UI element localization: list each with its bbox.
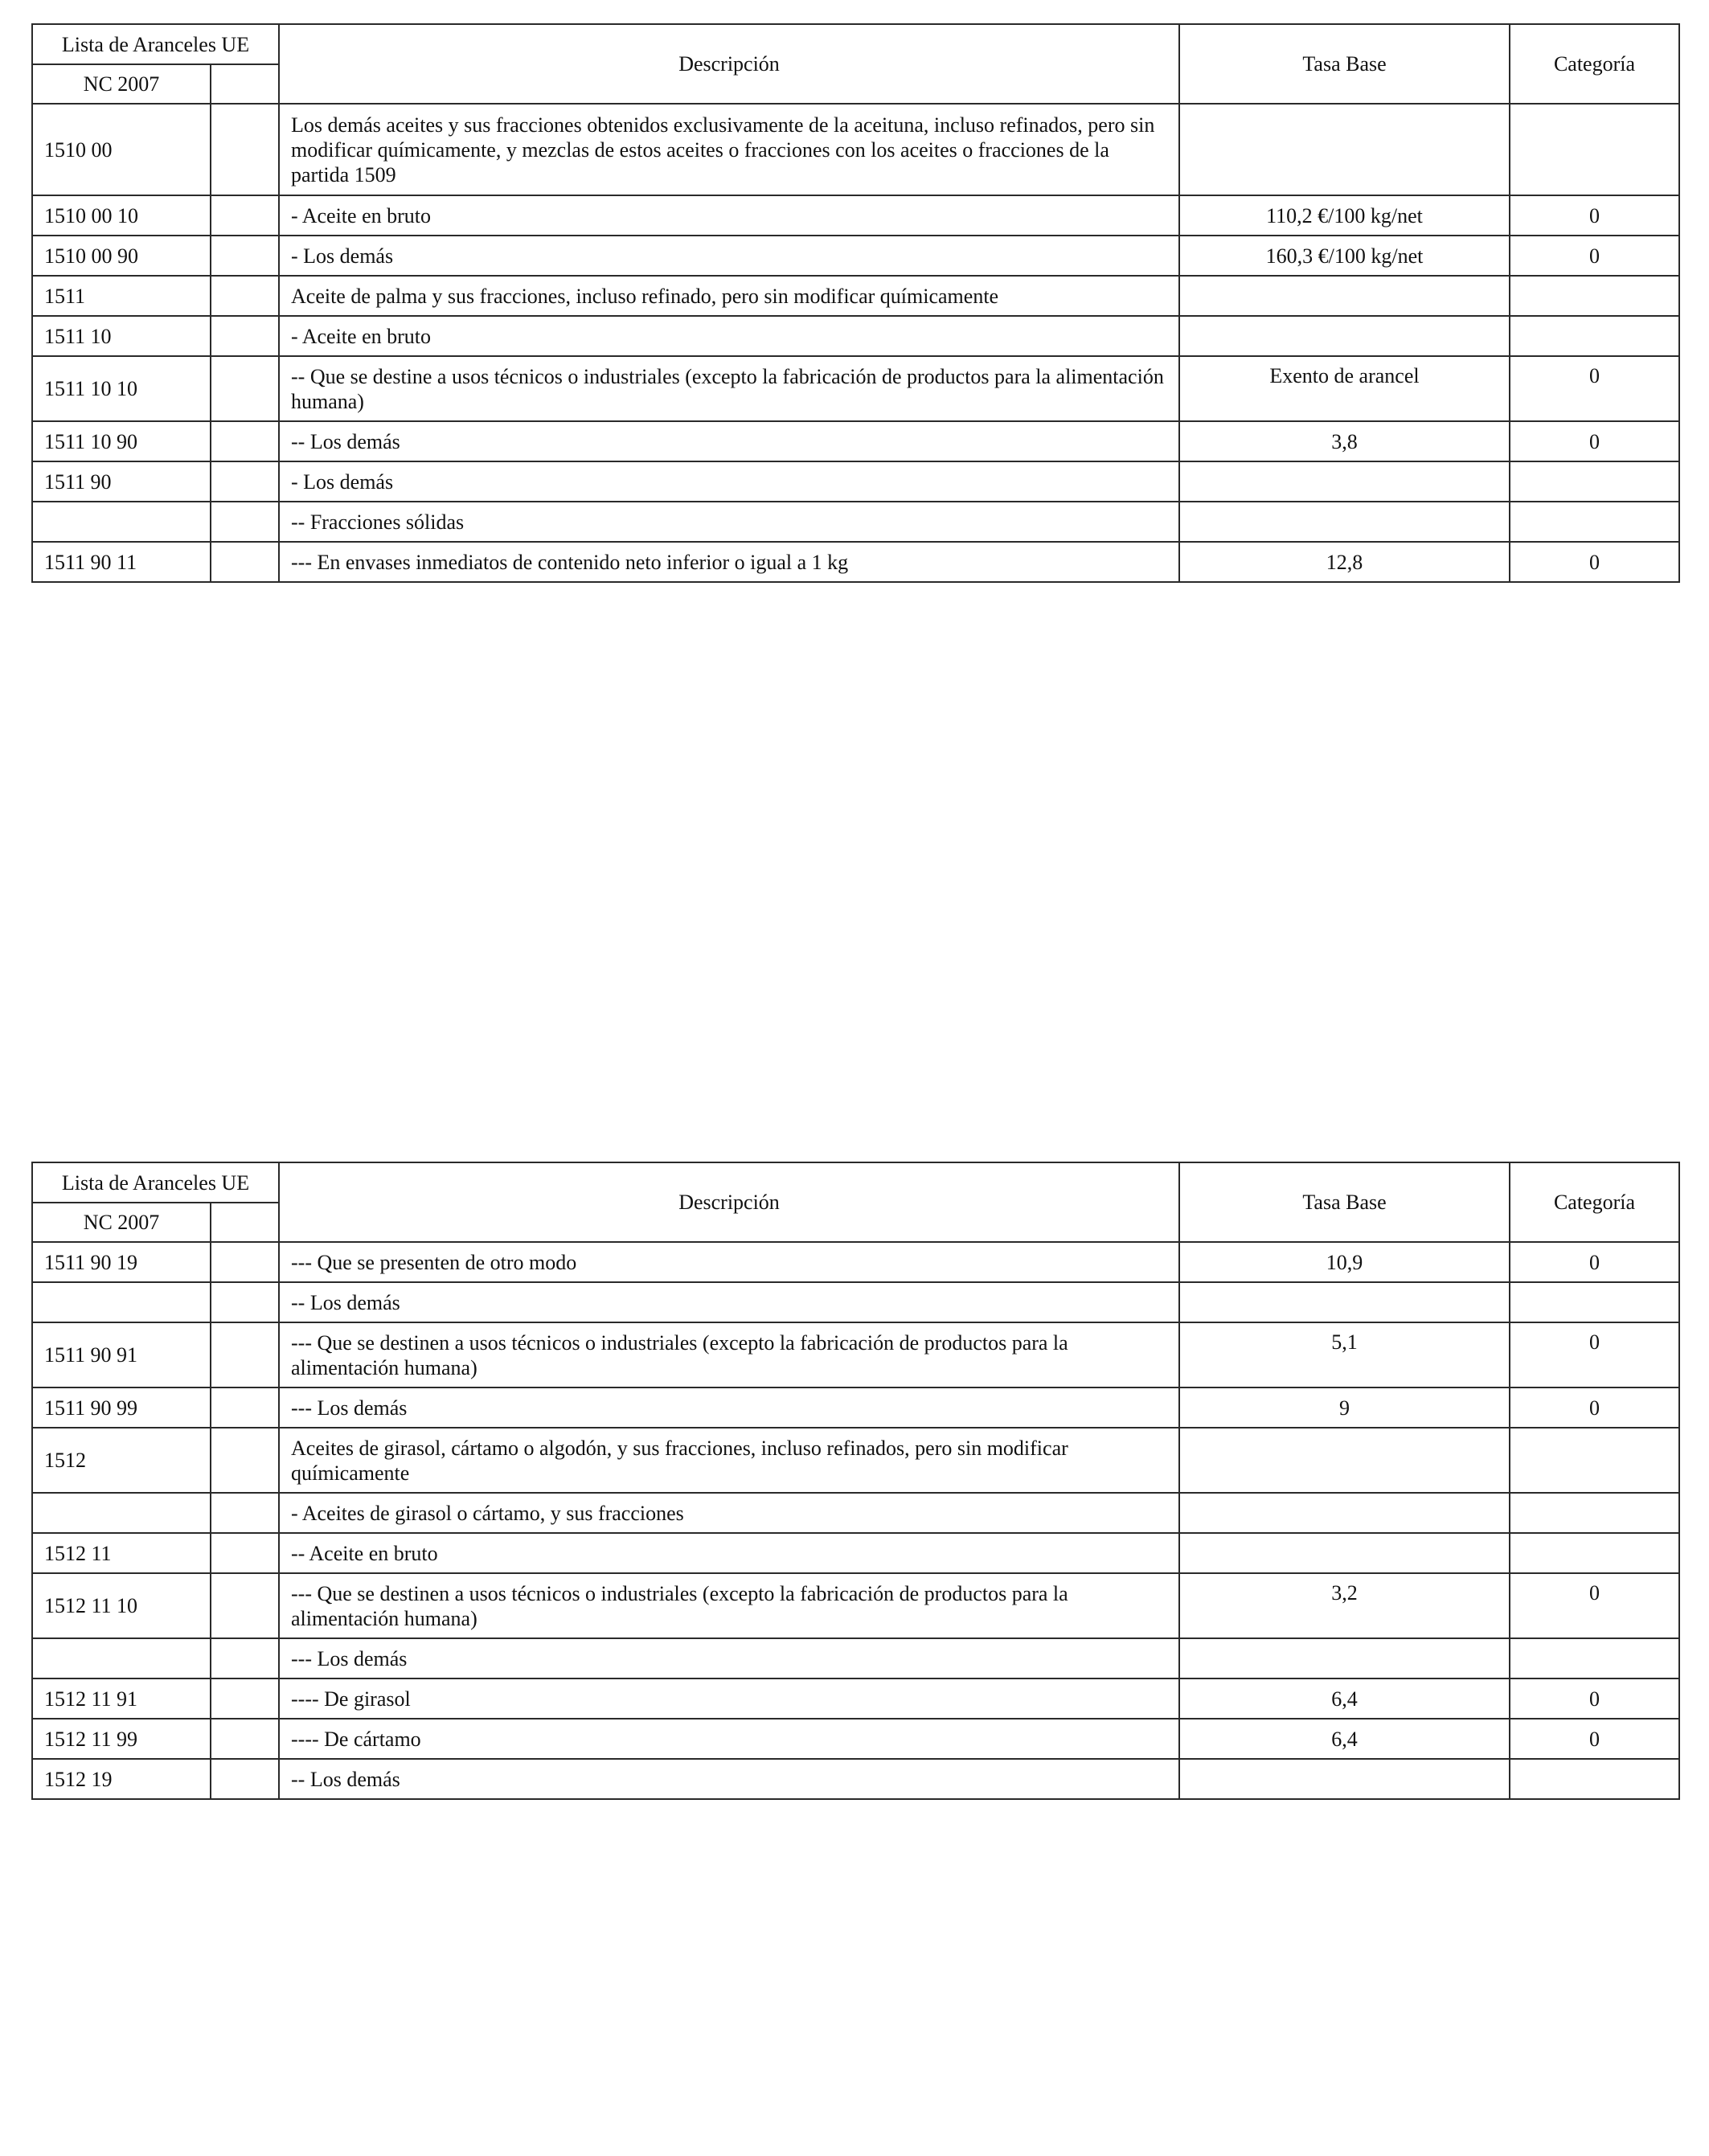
base-rate-header: Tasa Base (1179, 24, 1510, 104)
category (1510, 1282, 1679, 1322)
base-rate (1179, 276, 1510, 316)
sub-cell (211, 276, 279, 316)
description: - Los demás (279, 461, 1179, 502)
nc-code: 1512 (32, 1428, 211, 1493)
category (1510, 1759, 1679, 1799)
category: 0 (1510, 236, 1679, 276)
sub-cell (211, 1242, 279, 1282)
table-row (32, 502, 1679, 542)
nc-code: 1512 11 (32, 1533, 211, 1573)
description: -- Los demás (279, 421, 1179, 461)
nc-code: 1511 10 10 (32, 356, 211, 421)
description-header: Descripción (279, 24, 1179, 104)
nc-code: 1511 10 (32, 316, 211, 356)
table-row (32, 421, 1679, 461)
base-rate (1179, 1428, 1510, 1493)
description: Los demás aceites y sus fracciones obtenidos exclusivamente de la aceituna, incluso refinados, pero sin modificar químicamente, y mezclas de estos aceites o fracciones con los aceites o fracciones de la partida 1509 (279, 104, 1179, 195)
nc-code: 1511 10 90 (32, 421, 211, 461)
sub-cell (211, 316, 279, 356)
nc-code: 1511 90 (32, 461, 211, 502)
sub-cell (211, 104, 279, 195)
base-rate (1179, 502, 1510, 542)
nc-code (32, 502, 211, 542)
description: -- Que se destine a usos técnicos o industriales (excepto la fabricación de productos para la alimentación humana) (279, 356, 1179, 421)
sub-cell (211, 1387, 279, 1428)
sub-cell (211, 1282, 279, 1322)
sub-cell (211, 1678, 279, 1719)
category-header: Categoría (1510, 1162, 1679, 1242)
category: 0 (1510, 421, 1679, 461)
nc-code: 1512 11 99 (32, 1719, 211, 1759)
sub-cell (211, 1428, 279, 1493)
sub-cell (211, 461, 279, 502)
nc-code: 1510 00 10 (32, 195, 211, 236)
table-row (32, 1573, 1679, 1638)
list-header: Lista de Aranceles UE (32, 24, 279, 64)
nc-code: 1511 90 99 (32, 1387, 211, 1428)
base-rate: 110,2 €/100 kg/net (1179, 195, 1510, 236)
category: 0 (1510, 1322, 1679, 1387)
blank-subheader (211, 64, 279, 104)
sub-cell (211, 502, 279, 542)
nc-header: NC 2007 (32, 64, 211, 104)
table-row (32, 461, 1679, 502)
description: -- Los demás (279, 1282, 1179, 1322)
table-row (32, 1322, 1679, 1387)
description: --- Que se destinen a usos técnicos o industriales (excepto la fabricación de productos para la alimentación humana) (279, 1322, 1179, 1387)
table-row (32, 1678, 1679, 1719)
header-row (32, 1162, 1679, 1203)
description: - Aceites de girasol o cártamo, y sus fracciones (279, 1493, 1179, 1533)
base-rate: 9 (1179, 1387, 1510, 1428)
description: - Aceite en bruto (279, 316, 1179, 356)
header-row (32, 24, 1679, 64)
sub-cell (211, 542, 279, 582)
base-rate (1179, 1282, 1510, 1322)
sub-cell (211, 1573, 279, 1638)
category (1510, 1428, 1679, 1493)
description: -- Aceite en bruto (279, 1533, 1179, 1573)
base-rate (1179, 461, 1510, 502)
description: --- Que se destinen a usos técnicos o industriales (excepto la fabricación de productos para la alimentación humana) (279, 1573, 1179, 1638)
base-rate: Exento de arancel (1179, 356, 1510, 421)
nc-code: 1510 00 90 (32, 236, 211, 276)
base-rate: 5,1 (1179, 1322, 1510, 1387)
nc-code: 1510 00 (32, 104, 211, 195)
base-rate: 160,3 €/100 kg/net (1179, 236, 1510, 276)
category: 0 (1510, 1387, 1679, 1428)
category: 0 (1510, 195, 1679, 236)
base-rate (1179, 1638, 1510, 1678)
base-rate: 12,8 (1179, 542, 1510, 582)
base-rate: 3,8 (1179, 421, 1510, 461)
category (1510, 1493, 1679, 1533)
category (1510, 461, 1679, 502)
nc-code (32, 1638, 211, 1678)
sub-cell (211, 1759, 279, 1799)
base-rate (1179, 104, 1510, 195)
category (1510, 1533, 1679, 1573)
sub-cell (211, 195, 279, 236)
description: Aceite de palma y sus fracciones, incluso refinado, pero sin modificar químicamente (279, 276, 1179, 316)
table-row (32, 1428, 1679, 1493)
category (1510, 276, 1679, 316)
base-rate: 6,4 (1179, 1719, 1510, 1759)
category: 0 (1510, 1719, 1679, 1759)
tariff-table-2 (31, 1162, 1680, 1800)
category (1510, 502, 1679, 542)
nc-code (32, 1282, 211, 1322)
table-row (32, 1387, 1679, 1428)
category: 0 (1510, 542, 1679, 582)
table-row (32, 236, 1679, 276)
category (1510, 316, 1679, 356)
base-rate (1179, 1759, 1510, 1799)
description: --- Los demás (279, 1638, 1179, 1678)
nc-code: 1512 19 (32, 1759, 211, 1799)
nc-code: 1511 (32, 276, 211, 316)
sub-cell (211, 1533, 279, 1573)
category-header: Categoría (1510, 24, 1679, 104)
nc-code: 1512 11 91 (32, 1678, 211, 1719)
table-row (32, 1759, 1679, 1799)
base-rate: 6,4 (1179, 1678, 1510, 1719)
table-row (32, 1533, 1679, 1573)
table-row (32, 104, 1679, 195)
sub-cell (211, 421, 279, 461)
table-row (32, 1638, 1679, 1678)
description: ---- De cártamo (279, 1719, 1179, 1759)
base-rate (1179, 1493, 1510, 1533)
category: 0 (1510, 356, 1679, 421)
nc-code: 1511 90 11 (32, 542, 211, 582)
blank-subheader (211, 1203, 279, 1242)
sub-cell (211, 356, 279, 421)
table-row (32, 276, 1679, 316)
base-rate: 10,9 (1179, 1242, 1510, 1282)
nc-header: NC 2007 (32, 1203, 211, 1242)
description: - Los demás (279, 236, 1179, 276)
base-rate: 3,2 (1179, 1573, 1510, 1638)
sub-cell (211, 236, 279, 276)
table-row (32, 195, 1679, 236)
sub-cell (211, 1638, 279, 1678)
list-header: Lista de Aranceles UE (32, 1162, 279, 1203)
table-row (32, 316, 1679, 356)
table-row (32, 1493, 1679, 1533)
description: - Aceite en bruto (279, 195, 1179, 236)
description: Aceites de girasol, cártamo o algodón, y sus fracciones, incluso refinados, pero sin modificar químicamente (279, 1428, 1179, 1493)
description: -- Fracciones sólidas (279, 502, 1179, 542)
nc-code: 1511 90 19 (32, 1242, 211, 1282)
table-row (32, 1242, 1679, 1282)
nc-code: 1511 90 91 (32, 1322, 211, 1387)
description: --- Los demás (279, 1387, 1179, 1428)
tariff-table-1 (31, 23, 1680, 583)
category (1510, 104, 1679, 195)
category: 0 (1510, 1573, 1679, 1638)
description: ---- De girasol (279, 1678, 1179, 1719)
nc-code: 1512 11 10 (32, 1573, 211, 1638)
category: 0 (1510, 1678, 1679, 1719)
table-row (32, 542, 1679, 582)
sub-cell (211, 1719, 279, 1759)
nc-code (32, 1493, 211, 1533)
table-row (32, 356, 1679, 421)
base-rate (1179, 316, 1510, 356)
description: -- Los demás (279, 1759, 1179, 1799)
base-rate (1179, 1533, 1510, 1573)
category: 0 (1510, 1242, 1679, 1282)
category (1510, 1638, 1679, 1678)
sub-cell (211, 1493, 279, 1533)
description-header: Descripción (279, 1162, 1179, 1242)
description: --- Que se presenten de otro modo (279, 1242, 1179, 1282)
sub-cell (211, 1322, 279, 1387)
description: --- En envases inmediatos de contenido neto inferior o igual a 1 kg (279, 542, 1179, 582)
table-row (32, 1282, 1679, 1322)
table-row (32, 1719, 1679, 1759)
base-rate-header: Tasa Base (1179, 1162, 1510, 1242)
